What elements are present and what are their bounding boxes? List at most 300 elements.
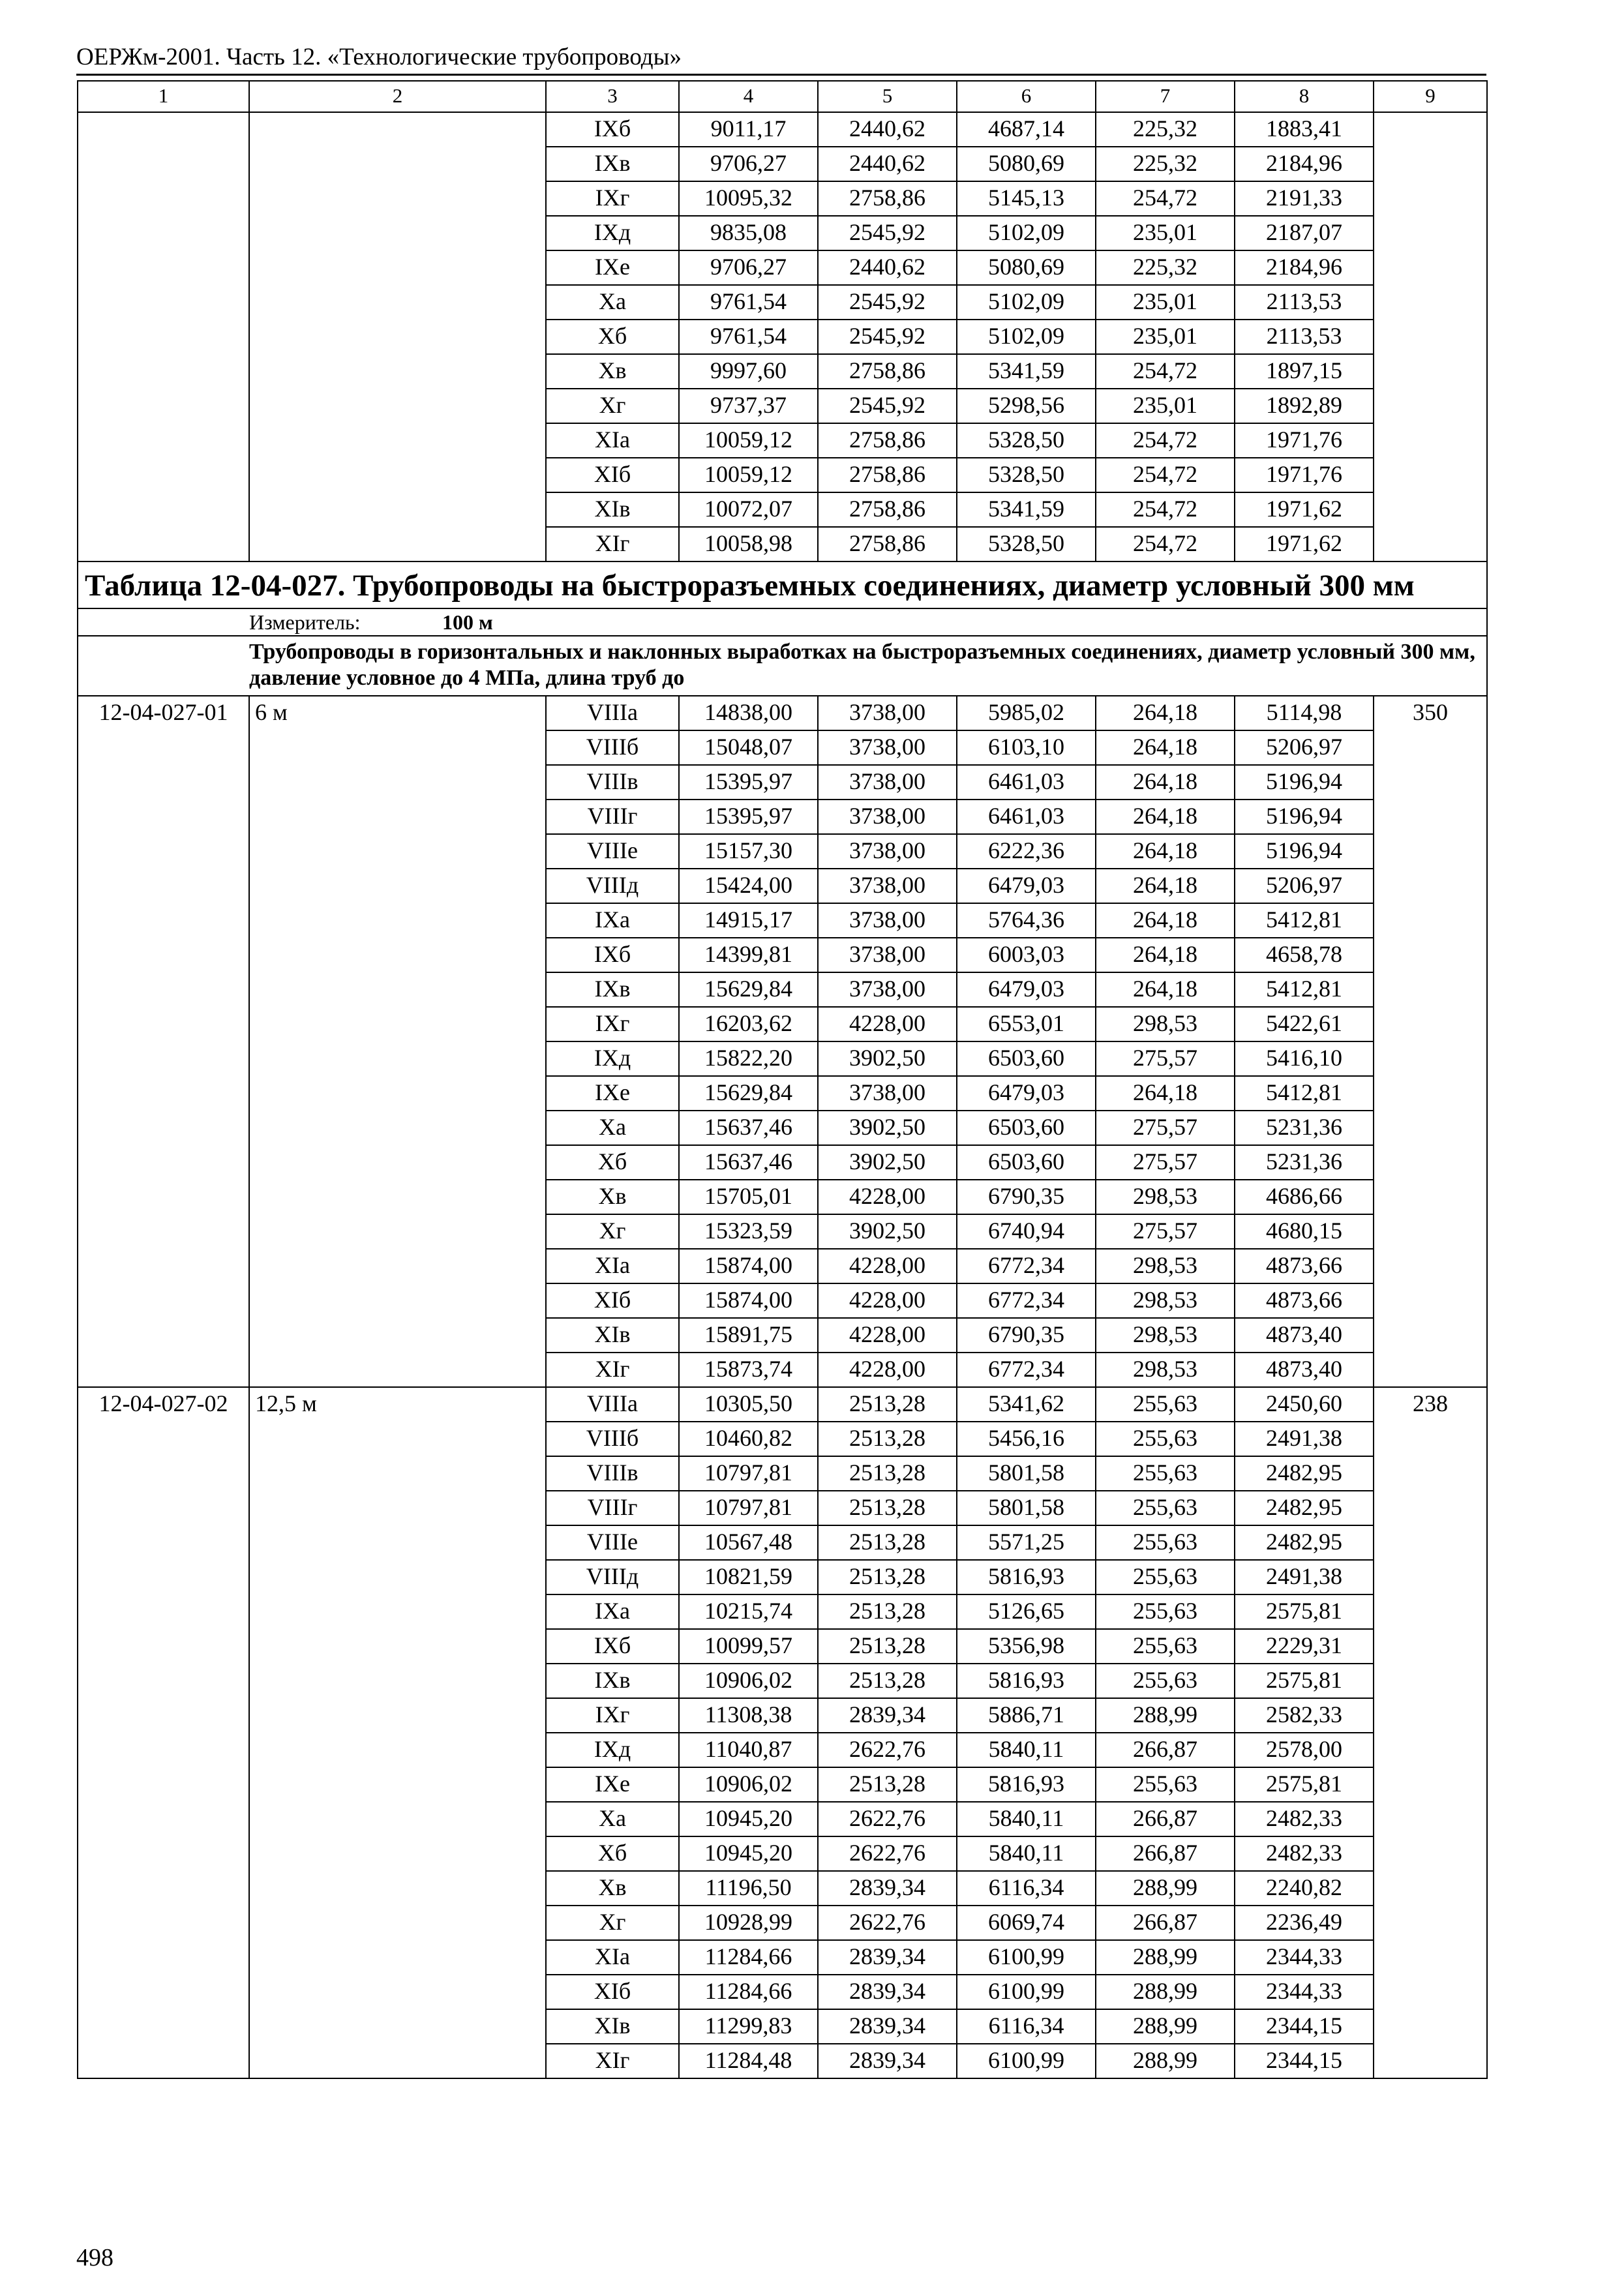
machinist-wages: 255,63 [1096, 1525, 1235, 1560]
machine-cost: 6479,03 [957, 972, 1096, 1007]
machinist-wages: 266,87 [1096, 1802, 1235, 1836]
total-cost: 15874,00 [679, 1283, 818, 1318]
description-blank [78, 636, 249, 696]
machine-cost: 6116,34 [957, 2009, 1096, 2044]
machine-cost: 6222,36 [957, 834, 1096, 869]
total-cost: 11196,50 [679, 1871, 818, 1906]
machine-cost: 5080,69 [957, 250, 1096, 285]
machine-cost: 5571,25 [957, 1525, 1096, 1560]
machinist-wages: 288,99 [1096, 2044, 1235, 2078]
wages: 3738,00 [818, 765, 957, 800]
wages: 2440,62 [818, 112, 957, 147]
material-cost: 2450,60 [1235, 1387, 1374, 1422]
material-cost: 2113,53 [1235, 285, 1374, 320]
machinist-wages: 255,63 [1096, 1629, 1235, 1664]
machinist-wages: 298,53 [1096, 1318, 1235, 1353]
material-cost: 2344,15 [1235, 2009, 1374, 2044]
machine-cost: 6740,94 [957, 1214, 1096, 1249]
machinist-wages: 275,57 [1096, 1041, 1235, 1076]
machinist-wages: 264,18 [1096, 938, 1235, 972]
machine-cost: 6100,99 [957, 1940, 1096, 1975]
material-cost: 4873,40 [1235, 1353, 1374, 1387]
machine-cost: 6503,60 [957, 1145, 1096, 1180]
table-body [78, 81, 1487, 2078]
unit-cell [249, 608, 1487, 636]
norm-subcode: VIIIд [546, 1560, 679, 1594]
norm-subcode: Xа [546, 1111, 679, 1145]
total-cost: 10945,20 [679, 1836, 818, 1871]
pipe-length: 6 м [249, 696, 546, 1387]
wages: 3738,00 [818, 800, 957, 834]
machinist-wages: 255,63 [1096, 1664, 1235, 1698]
machine-cost: 6503,60 [957, 1111, 1096, 1145]
total-cost: 9997,60 [679, 354, 818, 389]
wages: 2622,76 [818, 1802, 957, 1836]
norm-subcode: XIа [546, 1249, 679, 1283]
column-number: 3 [546, 81, 679, 112]
wages: 2839,34 [818, 1975, 957, 2009]
material-cost: 5412,81 [1235, 1076, 1374, 1111]
norm-subcode: IXв [546, 1664, 679, 1698]
machine-cost: 6503,60 [957, 1041, 1096, 1076]
wages: 2758,86 [818, 458, 957, 492]
norm-subcode: IXе [546, 1076, 679, 1111]
material-cost: 2575,81 [1235, 1594, 1374, 1629]
material-cost: 5206,97 [1235, 869, 1374, 903]
machine-cost: 5356,98 [957, 1629, 1096, 1664]
table-row [78, 112, 1487, 147]
machine-cost: 5341,59 [957, 354, 1096, 389]
wages: 2513,28 [818, 1560, 957, 1594]
machinist-wages: 235,01 [1096, 216, 1235, 250]
wages: 3738,00 [818, 1076, 957, 1111]
machine-cost: 5456,16 [957, 1422, 1096, 1456]
header-rule [76, 74, 1486, 76]
wages: 2545,92 [818, 285, 957, 320]
machine-cost: 6772,34 [957, 1249, 1096, 1283]
machine-cost: 5985,02 [957, 696, 1096, 730]
wages: 3738,00 [818, 730, 957, 765]
unit-value: 100 м [442, 610, 493, 634]
norm-subcode: VIIIг [546, 800, 679, 834]
material-cost: 5231,36 [1235, 1111, 1374, 1145]
material-cost: 2184,96 [1235, 147, 1374, 181]
material-cost: 2240,82 [1235, 1871, 1374, 1906]
machinist-wages: 264,18 [1096, 765, 1235, 800]
total-cost: 11040,87 [679, 1733, 818, 1767]
table-row [78, 696, 1487, 730]
material-cost: 1897,15 [1235, 354, 1374, 389]
wages: 3738,00 [818, 972, 957, 1007]
material-cost: 4686,66 [1235, 1180, 1374, 1214]
total-cost: 15873,74 [679, 1353, 818, 1387]
wages: 2839,34 [818, 1871, 957, 1906]
norm-subcode: VIIIг [546, 1491, 679, 1525]
machinist-wages: 235,01 [1096, 285, 1235, 320]
norm-subcode: Xв [546, 1180, 679, 1214]
norm-subcode: Xа [546, 1802, 679, 1836]
machinist-wages: 298,53 [1096, 1007, 1235, 1041]
machinist-wages: 235,01 [1096, 320, 1235, 354]
machinist-wages: 254,72 [1096, 458, 1235, 492]
machinist-wages: 264,18 [1096, 730, 1235, 765]
material-cost: 4873,66 [1235, 1283, 1374, 1318]
machine-cost: 6479,03 [957, 1076, 1096, 1111]
material-cost: 4658,78 [1235, 938, 1374, 972]
material-cost: 5231,36 [1235, 1145, 1374, 1180]
machine-cost: 5341,59 [957, 492, 1096, 527]
norm-subcode: VIIIд [546, 869, 679, 903]
norm-subcode: IXа [546, 903, 679, 938]
material-cost: 2482,95 [1235, 1525, 1374, 1560]
material-cost: 5422,61 [1235, 1007, 1374, 1041]
machinist-wages: 275,57 [1096, 1111, 1235, 1145]
labor-hours: 350 [1374, 696, 1487, 1387]
total-cost: 11299,83 [679, 2009, 818, 2044]
total-cost: 15705,01 [679, 1180, 818, 1214]
wages: 3738,00 [818, 834, 957, 869]
material-cost: 5416,10 [1235, 1041, 1374, 1076]
material-cost: 1971,62 [1235, 492, 1374, 527]
total-cost: 15395,97 [679, 800, 818, 834]
total-cost: 10797,81 [679, 1491, 818, 1525]
machine-cost: 6003,03 [957, 938, 1096, 972]
machinist-wages: 255,63 [1096, 1767, 1235, 1802]
machine-cost: 5145,13 [957, 181, 1096, 216]
machinist-wages: 255,63 [1096, 1491, 1235, 1525]
wages: 3902,50 [818, 1145, 957, 1180]
machine-cost: 5328,50 [957, 527, 1096, 561]
machinist-wages: 254,72 [1096, 423, 1235, 458]
material-cost: 5114,98 [1235, 696, 1374, 730]
machine-cost: 5816,93 [957, 1664, 1096, 1698]
norm-subcode: Xв [546, 1871, 679, 1906]
material-cost: 5196,94 [1235, 800, 1374, 834]
norm-subcode: VIIIа [546, 696, 679, 730]
norm-subcode: VIIIв [546, 765, 679, 800]
norm-subcode: IXа [546, 1594, 679, 1629]
column-number: 9 [1374, 81, 1487, 112]
machine-cost: 5102,09 [957, 216, 1096, 250]
material-cost: 4873,40 [1235, 1318, 1374, 1353]
norm-code: 12-04-027-02 [78, 1387, 249, 2078]
material-cost: 2491,38 [1235, 1560, 1374, 1594]
total-cost: 10906,02 [679, 1664, 818, 1698]
labor-hours: 238 [1374, 1387, 1487, 2078]
machine-cost: 5801,58 [957, 1456, 1096, 1491]
total-cost: 10305,50 [679, 1387, 818, 1422]
material-cost: 1971,76 [1235, 458, 1374, 492]
total-cost: 15424,00 [679, 869, 818, 903]
norm-subcode: Xв [546, 354, 679, 389]
norm-subcode: VIIIб [546, 730, 679, 765]
description-row [78, 636, 1487, 696]
machine-cost: 5816,93 [957, 1767, 1096, 1802]
wages: 2622,76 [818, 1836, 957, 1871]
material-cost: 2482,95 [1235, 1456, 1374, 1491]
machinist-wages: 225,32 [1096, 112, 1235, 147]
material-cost: 2582,33 [1235, 1698, 1374, 1733]
norm-subcode: Xб [546, 320, 679, 354]
total-cost: 10058,98 [679, 527, 818, 561]
material-cost: 2236,49 [1235, 1906, 1374, 1940]
wages: 2758,86 [818, 423, 957, 458]
wages: 2545,92 [818, 216, 957, 250]
machinist-wages: 275,57 [1096, 1214, 1235, 1249]
norm-subcode: XIб [546, 1975, 679, 2009]
total-cost: 9706,27 [679, 147, 818, 181]
wages: 2440,62 [818, 250, 957, 285]
norm-subcode: Xг [546, 1906, 679, 1940]
unit-blank [78, 608, 249, 636]
wages: 2758,86 [818, 527, 957, 561]
norm-subcode: XIв [546, 2009, 679, 2044]
machinist-wages: 255,63 [1096, 1594, 1235, 1629]
column-number: 1 [78, 81, 249, 112]
norm-subcode: IXд [546, 1041, 679, 1076]
wages: 4228,00 [818, 1249, 957, 1283]
total-cost: 11284,48 [679, 2044, 818, 2078]
machinist-wages: 254,72 [1096, 181, 1235, 216]
total-cost: 10821,59 [679, 1560, 818, 1594]
machinist-wages: 254,72 [1096, 527, 1235, 561]
machine-cost: 5102,09 [957, 320, 1096, 354]
wages: 2513,28 [818, 1594, 957, 1629]
machinist-wages: 225,32 [1096, 250, 1235, 285]
norm-subcode: IXб [546, 1629, 679, 1664]
wages: 3902,50 [818, 1111, 957, 1145]
wages: 3902,50 [818, 1041, 957, 1076]
column-number: 6 [957, 81, 1096, 112]
total-cost: 16203,62 [679, 1007, 818, 1041]
total-cost: 10215,74 [679, 1594, 818, 1629]
column-number-row [78, 81, 1487, 112]
total-cost: 10059,12 [679, 458, 818, 492]
material-cost: 5196,94 [1235, 834, 1374, 869]
column-number: 7 [1096, 81, 1235, 112]
machine-cost: 6116,34 [957, 1871, 1096, 1906]
norm-subcode: IXд [546, 1733, 679, 1767]
total-cost: 9761,54 [679, 285, 818, 320]
material-cost: 5206,97 [1235, 730, 1374, 765]
machine-cost: 6461,03 [957, 800, 1096, 834]
norm-subcode: Xг [546, 389, 679, 423]
total-cost: 10928,99 [679, 1906, 818, 1940]
material-cost: 2575,81 [1235, 1664, 1374, 1698]
machinist-wages: 288,99 [1096, 1698, 1235, 1733]
machine-cost: 6772,34 [957, 1283, 1096, 1318]
col9-cell [1374, 112, 1487, 561]
rates-table [77, 80, 1488, 2079]
norm-subcode: IXв [546, 147, 679, 181]
machine-cost: 6461,03 [957, 765, 1096, 800]
total-cost: 15048,07 [679, 730, 818, 765]
machine-cost: 5816,93 [957, 1560, 1096, 1594]
norm-subcode: VIIIе [546, 1525, 679, 1560]
wages: 2622,76 [818, 1733, 957, 1767]
machinist-wages: 264,18 [1096, 972, 1235, 1007]
wages: 2839,34 [818, 2009, 957, 2044]
material-cost: 1971,76 [1235, 423, 1374, 458]
machinist-wages: 264,18 [1096, 800, 1235, 834]
total-cost: 10059,12 [679, 423, 818, 458]
norm-subcode: XIа [546, 1940, 679, 1975]
total-cost: 11284,66 [679, 1975, 818, 2009]
wages: 2513,28 [818, 1664, 957, 1698]
machine-cost: 5801,58 [957, 1491, 1096, 1525]
material-cost: 1971,62 [1235, 527, 1374, 561]
wages: 2839,34 [818, 1698, 957, 1733]
table-title: Таблица 12-04-027. Трубопроводы на быстроразъемных соединениях, диаметр условный 300 мм [78, 561, 1487, 608]
material-cost: 2191,33 [1235, 181, 1374, 216]
wages: 2545,92 [818, 320, 957, 354]
wages: 2839,34 [818, 1940, 957, 1975]
wages: 2758,86 [818, 492, 957, 527]
wages: 2513,28 [818, 1525, 957, 1560]
norm-subcode: XIб [546, 1283, 679, 1318]
machinist-wages: 298,53 [1096, 1353, 1235, 1387]
table-row [78, 1387, 1487, 1422]
material-cost: 2113,53 [1235, 320, 1374, 354]
total-cost: 10797,81 [679, 1456, 818, 1491]
wages: 3738,00 [818, 869, 957, 903]
norm-subcode: XIг [546, 527, 679, 561]
norm-subcode: IXе [546, 1767, 679, 1802]
machine-cost: 5328,50 [957, 458, 1096, 492]
total-cost: 15874,00 [679, 1249, 818, 1283]
machinist-wages: 288,99 [1096, 1975, 1235, 2009]
norm-subcode: IXв [546, 972, 679, 1007]
material-cost: 2344,33 [1235, 1975, 1374, 2009]
machine-cost: 5764,36 [957, 903, 1096, 938]
running-header: ОЕРЖм-2001. Часть 12. «Технологические трубопроводы» [76, 44, 682, 70]
total-cost: 10567,48 [679, 1525, 818, 1560]
material-cost: 5412,81 [1235, 972, 1374, 1007]
wages: 2513,28 [818, 1422, 957, 1456]
machinist-wages: 255,63 [1096, 1456, 1235, 1491]
machine-cost: 6479,03 [957, 869, 1096, 903]
norm-subcode: IXд [546, 216, 679, 250]
norm-subcode: VIIIе [546, 834, 679, 869]
total-cost: 10099,57 [679, 1629, 818, 1664]
norm-subcode: IXб [546, 938, 679, 972]
total-cost: 10945,20 [679, 1802, 818, 1836]
wages: 2622,76 [818, 1906, 957, 1940]
machinist-wages: 254,72 [1096, 354, 1235, 389]
machinist-wages: 255,63 [1096, 1387, 1235, 1422]
machinist-wages: 298,53 [1096, 1249, 1235, 1283]
length-cell [249, 112, 546, 561]
material-cost: 2491,38 [1235, 1422, 1374, 1456]
total-cost: 11284,66 [679, 1940, 818, 1975]
wages: 2545,92 [818, 389, 957, 423]
total-cost: 14915,17 [679, 903, 818, 938]
wages: 2513,28 [818, 1767, 957, 1802]
machine-cost: 5886,71 [957, 1698, 1096, 1733]
machinist-wages: 288,99 [1096, 1871, 1235, 1906]
wages: 3738,00 [818, 903, 957, 938]
norm-subcode: XIг [546, 1353, 679, 1387]
total-cost: 15637,46 [679, 1145, 818, 1180]
norm-subcode: IXб [546, 112, 679, 147]
column-number: 4 [679, 81, 818, 112]
material-cost: 5412,81 [1235, 903, 1374, 938]
column-number: 5 [818, 81, 957, 112]
material-cost: 2482,33 [1235, 1802, 1374, 1836]
column-number: 8 [1235, 81, 1374, 112]
norm-subcode: VIIIв [546, 1456, 679, 1491]
machinist-wages: 264,18 [1096, 834, 1235, 869]
machine-cost: 4687,14 [957, 112, 1096, 147]
total-cost: 9737,37 [679, 389, 818, 423]
machine-cost: 5126,65 [957, 1594, 1096, 1629]
norm-subcode: XIг [546, 2044, 679, 2078]
wages: 2758,86 [818, 354, 957, 389]
total-cost: 15891,75 [679, 1318, 818, 1353]
wages: 2513,28 [818, 1456, 957, 1491]
norm-subcode: XIв [546, 1318, 679, 1353]
machine-cost: 6100,99 [957, 1975, 1096, 2009]
machine-cost: 5840,11 [957, 1802, 1096, 1836]
material-cost: 2187,07 [1235, 216, 1374, 250]
total-cost: 10906,02 [679, 1767, 818, 1802]
wages: 3738,00 [818, 938, 957, 972]
total-cost: 15637,46 [679, 1111, 818, 1145]
machinist-wages: 264,18 [1096, 903, 1235, 938]
machine-cost: 5102,09 [957, 285, 1096, 320]
machinist-wages: 266,87 [1096, 1733, 1235, 1767]
norm-subcode: VIIIа [546, 1387, 679, 1422]
column-number: 2 [249, 81, 546, 112]
material-cost: 2575,81 [1235, 1767, 1374, 1802]
machinist-wages: 264,18 [1096, 696, 1235, 730]
machine-cost: 5298,56 [957, 389, 1096, 423]
material-cost: 1892,89 [1235, 389, 1374, 423]
machinist-wages: 264,18 [1096, 1076, 1235, 1111]
total-cost: 9761,54 [679, 320, 818, 354]
machine-cost: 5341,62 [957, 1387, 1096, 1422]
machinist-wages: 264,18 [1096, 869, 1235, 903]
total-cost: 10072,07 [679, 492, 818, 527]
machine-cost: 6100,99 [957, 2044, 1096, 2078]
norm-subcode: Xб [546, 1145, 679, 1180]
machine-cost: 5840,11 [957, 1733, 1096, 1767]
machinist-wages: 266,87 [1096, 1836, 1235, 1871]
page-number: 498 [76, 2244, 113, 2271]
wages: 3738,00 [818, 696, 957, 730]
norm-code: 12-04-027-01 [78, 696, 249, 1387]
total-cost: 10460,82 [679, 1422, 818, 1456]
wages: 4228,00 [818, 1318, 957, 1353]
wages: 2440,62 [818, 147, 957, 181]
machine-cost: 5840,11 [957, 1836, 1096, 1871]
total-cost: 15395,97 [679, 765, 818, 800]
norm-subcode: VIIIб [546, 1422, 679, 1456]
machine-cost: 6790,35 [957, 1180, 1096, 1214]
material-cost: 2482,33 [1235, 1836, 1374, 1871]
norm-subcode: IXг [546, 181, 679, 216]
wages: 2758,86 [818, 181, 957, 216]
table-title-row [78, 561, 1487, 608]
norm-subcode: XIа [546, 423, 679, 458]
material-cost: 2344,33 [1235, 1940, 1374, 1975]
total-cost: 14399,81 [679, 938, 818, 972]
unit-row [78, 608, 1487, 636]
machine-cost: 6772,34 [957, 1353, 1096, 1387]
norm-subcode: IXг [546, 1007, 679, 1041]
wages: 2513,28 [818, 1387, 957, 1422]
norm-subcode: IXе [546, 250, 679, 285]
